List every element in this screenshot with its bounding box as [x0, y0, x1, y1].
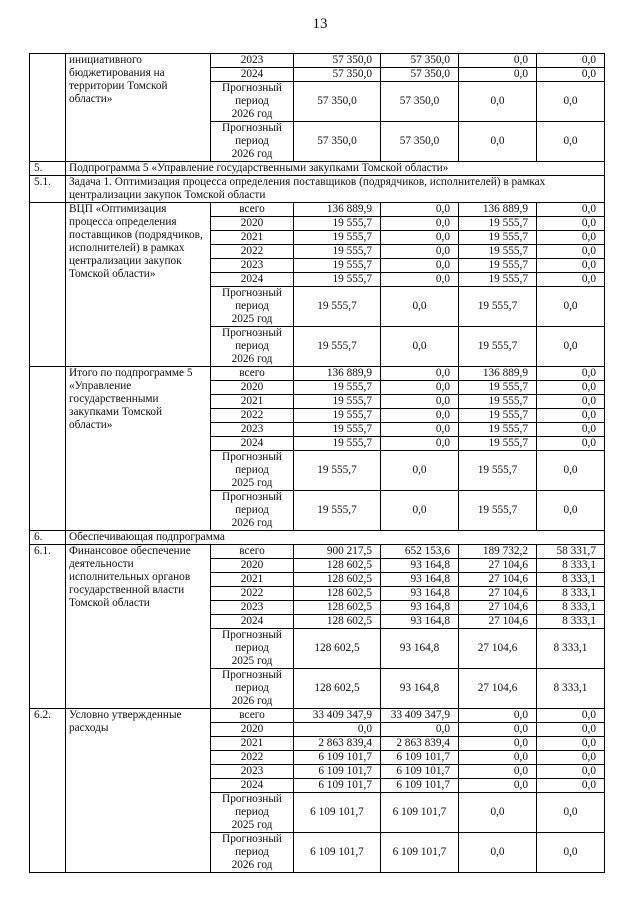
- value-cell-1: 33 409 347,9: [294, 709, 381, 723]
- year-cell: [211, 629, 294, 669]
- value-cell-4: 8 333,1: [537, 629, 605, 669]
- value-cell-1: 19 555,7: [294, 217, 381, 231]
- value-cell-3: 19 555,7: [459, 217, 537, 231]
- value-cell-2: 93 164,8: [381, 573, 459, 587]
- value-cell-2: 0,0: [381, 491, 459, 531]
- value-cell-1: 2 863 839,4: [294, 737, 381, 751]
- year-cell: 2020: [211, 723, 294, 737]
- budget-table-body: [30, 54, 605, 873]
- value-cell-4: 0,0: [537, 451, 605, 491]
- value-cell-1: 128 602,5: [294, 629, 381, 669]
- year-cell: 2021: [211, 231, 294, 245]
- value-cell-1: 19 555,7: [294, 327, 381, 367]
- value-cell-2: 0,0: [381, 723, 459, 737]
- section-title: Обеспечивающая подпрограмма: [66, 531, 605, 545]
- value-cell-2: 0,0: [381, 259, 459, 273]
- value-cell-1: 57 350,0: [294, 68, 381, 82]
- value-cell-4: 0,0: [537, 54, 605, 68]
- row-number: 6.: [30, 531, 66, 545]
- value-cell-1: 136 889,9: [294, 367, 381, 381]
- value-cell-4: 0,0: [537, 491, 605, 531]
- value-cell-3: 136 889,9: [459, 367, 537, 381]
- value-cell-3: 0,0: [459, 793, 537, 833]
- value-cell-4: 0,0: [537, 779, 605, 793]
- value-cell-3: 0,0: [459, 68, 537, 82]
- value-cell-2: 0,0: [381, 409, 459, 423]
- activity-title: Условно утвержденные расходы: [66, 709, 211, 873]
- row-number: [30, 367, 66, 531]
- value-cell-2: 0,0: [381, 381, 459, 395]
- table-row: [30, 54, 605, 68]
- forecast-year: 2025 год: [231, 477, 273, 489]
- year-cell: [211, 82, 294, 122]
- value-cell-1: 128 602,5: [294, 559, 381, 573]
- year-cell: 2024: [211, 273, 294, 287]
- year-cell: 2023: [211, 423, 294, 437]
- value-cell-3: 0,0: [459, 82, 537, 122]
- value-cell-3: 27 104,6: [459, 587, 537, 601]
- value-cell-3: 19 555,7: [459, 327, 537, 367]
- forecast-year: 2025 год: [231, 819, 273, 831]
- value-cell-1: 19 555,7: [294, 245, 381, 259]
- value-cell-3: 27 104,6: [459, 559, 537, 573]
- value-cell-4: 0,0: [537, 395, 605, 409]
- forecast-label: Прогнозный период: [222, 491, 282, 516]
- section-title: Задача 1. Оптимизация процесса определения поставщиков (подрядчиков, исполнителей) в рамках централизации закупок Томской области: [66, 176, 605, 203]
- year-cell: [211, 491, 294, 531]
- year-cell: всего: [211, 545, 294, 559]
- value-cell-1: 19 555,7: [294, 259, 381, 273]
- year-cell: 2022: [211, 751, 294, 765]
- activity-title: Итого по подпрограмме 5 «Управление государственными закупками Томской области»: [66, 367, 211, 531]
- value-cell-1: 19 555,7: [294, 451, 381, 491]
- value-cell-2: 93 164,8: [381, 615, 459, 629]
- value-cell-1: 128 602,5: [294, 601, 381, 615]
- value-cell-1: 19 555,7: [294, 381, 381, 395]
- value-cell-2: 0,0: [381, 287, 459, 327]
- value-cell-1: 128 602,5: [294, 587, 381, 601]
- budget-table: [29, 53, 605, 873]
- table-row: [30, 203, 605, 217]
- value-cell-4: 0,0: [537, 793, 605, 833]
- section-row: [30, 162, 605, 176]
- value-cell-2: 33 409 347,9: [381, 709, 459, 723]
- forecast-year: 2026 год: [231, 517, 273, 529]
- value-cell-2: 0,0: [381, 451, 459, 491]
- value-cell-2: 0,0: [381, 395, 459, 409]
- forecast-year: 2026 год: [231, 108, 273, 120]
- table-row: [30, 367, 605, 381]
- value-cell-1: 6 109 101,7: [294, 833, 381, 873]
- value-cell-4: 0,0: [537, 367, 605, 381]
- value-cell-4: 0,0: [537, 723, 605, 737]
- value-cell-2: 0,0: [381, 203, 459, 217]
- year-cell: [211, 122, 294, 162]
- value-cell-1: 0,0: [294, 723, 381, 737]
- value-cell-4: 0,0: [537, 381, 605, 395]
- year-cell: 2022: [211, 587, 294, 601]
- value-cell-1: 19 555,7: [294, 395, 381, 409]
- value-cell-1: 57 350,0: [294, 122, 381, 162]
- value-cell-3: 136 889,9: [459, 203, 537, 217]
- year-cell: [211, 793, 294, 833]
- value-cell-3: 27 104,6: [459, 669, 537, 709]
- value-cell-4: 0,0: [537, 217, 605, 231]
- forecast-label: Прогнозный период: [222, 327, 282, 352]
- forecast-label: Прогнозный период: [222, 287, 282, 312]
- activity-title: инициативного бюджетирования на территории Томской области»: [66, 54, 211, 162]
- activity-title: ВЦП «Оптимизация процесса определения поставщиков (подрядчиков, исполнителей) в рамках централизации закупок Томской области»: [66, 203, 211, 367]
- row-number: [30, 54, 66, 162]
- value-cell-3: 19 555,7: [459, 287, 537, 327]
- value-cell-3: 27 104,6: [459, 629, 537, 669]
- year-cell: 2024: [211, 68, 294, 82]
- activity-title: Финансовое обеспечение деятельности исполнительных органов государственной власти Томской области: [66, 545, 211, 709]
- year-cell: 2023: [211, 54, 294, 68]
- value-cell-2: 2 863 839,4: [381, 737, 459, 751]
- value-cell-3: 19 555,7: [459, 381, 537, 395]
- value-cell-1: 57 350,0: [294, 82, 381, 122]
- forecast-label: Прогнозный период: [222, 833, 282, 858]
- value-cell-3: 0,0: [459, 122, 537, 162]
- forecast-label: Прогнозный период: [222, 122, 282, 147]
- value-cell-4: 0,0: [537, 709, 605, 723]
- value-cell-3: 19 555,7: [459, 245, 537, 259]
- value-cell-4: 0,0: [537, 259, 605, 273]
- value-cell-4: 0,0: [537, 409, 605, 423]
- value-cell-4: 8 333,1: [537, 615, 605, 629]
- value-cell-2: 57 350,0: [381, 68, 459, 82]
- value-cell-2: 6 109 101,7: [381, 765, 459, 779]
- value-cell-1: 128 602,5: [294, 669, 381, 709]
- value-cell-1: 19 555,7: [294, 409, 381, 423]
- year-cell: [211, 833, 294, 873]
- year-cell: 2020: [211, 381, 294, 395]
- year-cell: 2022: [211, 245, 294, 259]
- value-cell-3: 19 555,7: [459, 395, 537, 409]
- value-cell-3: 19 555,7: [459, 231, 537, 245]
- forecast-year: 2025 год: [231, 655, 273, 667]
- value-cell-1: 6 109 101,7: [294, 779, 381, 793]
- value-cell-3: 19 555,7: [459, 437, 537, 451]
- year-cell: [211, 451, 294, 491]
- value-cell-4: 8 333,1: [537, 573, 605, 587]
- value-cell-3: 0,0: [459, 54, 537, 68]
- value-cell-1: 57 350,0: [294, 54, 381, 68]
- value-cell-4: 58 331,7: [537, 545, 605, 559]
- value-cell-1: 19 555,7: [294, 287, 381, 327]
- value-cell-2: 6 109 101,7: [381, 751, 459, 765]
- value-cell-4: 0,0: [537, 231, 605, 245]
- year-cell: 2021: [211, 573, 294, 587]
- year-cell: всего: [211, 367, 294, 381]
- value-cell-4: 8 333,1: [537, 587, 605, 601]
- value-cell-4: 0,0: [537, 203, 605, 217]
- value-cell-4: 0,0: [537, 765, 605, 779]
- year-cell: 2020: [211, 217, 294, 231]
- value-cell-2: 93 164,8: [381, 559, 459, 573]
- value-cell-3: 0,0: [459, 751, 537, 765]
- value-cell-4: 0,0: [537, 737, 605, 751]
- value-cell-4: 0,0: [537, 751, 605, 765]
- value-cell-2: 652 153,6: [381, 545, 459, 559]
- value-cell-4: 0,0: [537, 122, 605, 162]
- value-cell-1: 128 602,5: [294, 615, 381, 629]
- forecast-year: 2026 год: [231, 148, 273, 160]
- value-cell-1: 6 109 101,7: [294, 793, 381, 833]
- value-cell-2: 0,0: [381, 367, 459, 381]
- value-cell-3: 19 555,7: [459, 409, 537, 423]
- forecast-label: Прогнозный период: [222, 629, 282, 654]
- value-cell-3: 27 104,6: [459, 601, 537, 615]
- value-cell-2: 57 350,0: [381, 82, 459, 122]
- value-cell-1: 19 555,7: [294, 437, 381, 451]
- value-cell-3: 0,0: [459, 737, 537, 751]
- section-row: [30, 176, 605, 203]
- value-cell-4: 0,0: [537, 437, 605, 451]
- row-number: 6.1.: [30, 545, 66, 709]
- value-cell-4: 8 333,1: [537, 601, 605, 615]
- value-cell-2: 93 164,8: [381, 587, 459, 601]
- year-cell: всего: [211, 709, 294, 723]
- value-cell-3: 19 555,7: [459, 273, 537, 287]
- table-row: [30, 709, 605, 723]
- year-cell: 2024: [211, 779, 294, 793]
- value-cell-2: 6 109 101,7: [381, 793, 459, 833]
- value-cell-4: 0,0: [537, 327, 605, 367]
- value-cell-1: 19 555,7: [294, 491, 381, 531]
- value-cell-3: 19 555,7: [459, 451, 537, 491]
- year-cell: 2020: [211, 559, 294, 573]
- value-cell-3: 27 104,6: [459, 573, 537, 587]
- value-cell-1: 19 555,7: [294, 423, 381, 437]
- year-cell: [211, 669, 294, 709]
- value-cell-1: 6 109 101,7: [294, 765, 381, 779]
- value-cell-1: 900 217,5: [294, 545, 381, 559]
- row-number: [30, 203, 66, 367]
- row-number: 6.2.: [30, 709, 66, 873]
- value-cell-2: 6 109 101,7: [381, 779, 459, 793]
- value-cell-2: 0,0: [381, 245, 459, 259]
- value-cell-3: 0,0: [459, 709, 537, 723]
- value-cell-3: 19 555,7: [459, 259, 537, 273]
- value-cell-2: 0,0: [381, 423, 459, 437]
- value-cell-3: 0,0: [459, 723, 537, 737]
- value-cell-2: 0,0: [381, 437, 459, 451]
- value-cell-1: 136 889,9: [294, 203, 381, 217]
- value-cell-3: 189 732,2: [459, 545, 537, 559]
- value-cell-2: 0,0: [381, 273, 459, 287]
- value-cell-2: 57 350,0: [381, 122, 459, 162]
- value-cell-4: 8 333,1: [537, 669, 605, 709]
- row-number: 5.1.: [30, 176, 66, 203]
- row-number: 5.: [30, 162, 66, 176]
- page-number: 13: [312, 16, 328, 32]
- year-cell: 2022: [211, 409, 294, 423]
- year-cell: 2021: [211, 395, 294, 409]
- year-cell: 2023: [211, 601, 294, 615]
- forecast-year: 2026 год: [231, 859, 273, 871]
- value-cell-2: 0,0: [381, 217, 459, 231]
- value-cell-3: 0,0: [459, 765, 537, 779]
- value-cell-2: 6 109 101,7: [381, 833, 459, 873]
- value-cell-4: 0,0: [537, 245, 605, 259]
- value-cell-2: 93 164,8: [381, 601, 459, 615]
- forecast-label: Прогнозный период: [222, 669, 282, 694]
- value-cell-1: 19 555,7: [294, 231, 381, 245]
- value-cell-2: 93 164,8: [381, 629, 459, 669]
- year-cell: [211, 327, 294, 367]
- value-cell-4: 0,0: [537, 833, 605, 873]
- forecast-year: 2026 год: [231, 695, 273, 707]
- forecast-label: Прогнозный период: [222, 793, 282, 818]
- value-cell-1: 128 602,5: [294, 573, 381, 587]
- value-cell-2: 0,0: [381, 231, 459, 245]
- value-cell-4: 0,0: [537, 287, 605, 327]
- value-cell-1: 19 555,7: [294, 273, 381, 287]
- value-cell-1: 6 109 101,7: [294, 751, 381, 765]
- value-cell-2: 93 164,8: [381, 669, 459, 709]
- value-cell-3: 19 555,7: [459, 423, 537, 437]
- value-cell-3: 27 104,6: [459, 615, 537, 629]
- year-cell: 2023: [211, 765, 294, 779]
- value-cell-2: 57 350,0: [381, 54, 459, 68]
- value-cell-3: 0,0: [459, 833, 537, 873]
- year-cell: всего: [211, 203, 294, 217]
- forecast-label: Прогнозный период: [222, 82, 282, 107]
- value-cell-4: 0,0: [537, 423, 605, 437]
- year-cell: [211, 287, 294, 327]
- value-cell-4: 8 333,1: [537, 559, 605, 573]
- year-cell: 2021: [211, 737, 294, 751]
- forecast-label: Прогнозный период: [222, 451, 282, 476]
- value-cell-3: 19 555,7: [459, 491, 537, 531]
- value-cell-4: 0,0: [537, 82, 605, 122]
- section-row: [30, 531, 605, 545]
- forecast-year: 2026 год: [231, 353, 273, 365]
- section-title: Подпрограмма 5 «Управление государственными закупками Томской области»: [66, 162, 605, 176]
- year-cell: 2024: [211, 437, 294, 451]
- value-cell-3: 0,0: [459, 779, 537, 793]
- value-cell-2: 0,0: [381, 327, 459, 367]
- value-cell-4: 0,0: [537, 273, 605, 287]
- value-cell-4: 0,0: [537, 68, 605, 82]
- year-cell: 2023: [211, 259, 294, 273]
- table-row: [30, 545, 605, 559]
- forecast-year: 2025 год: [231, 313, 273, 325]
- year-cell: 2024: [211, 615, 294, 629]
